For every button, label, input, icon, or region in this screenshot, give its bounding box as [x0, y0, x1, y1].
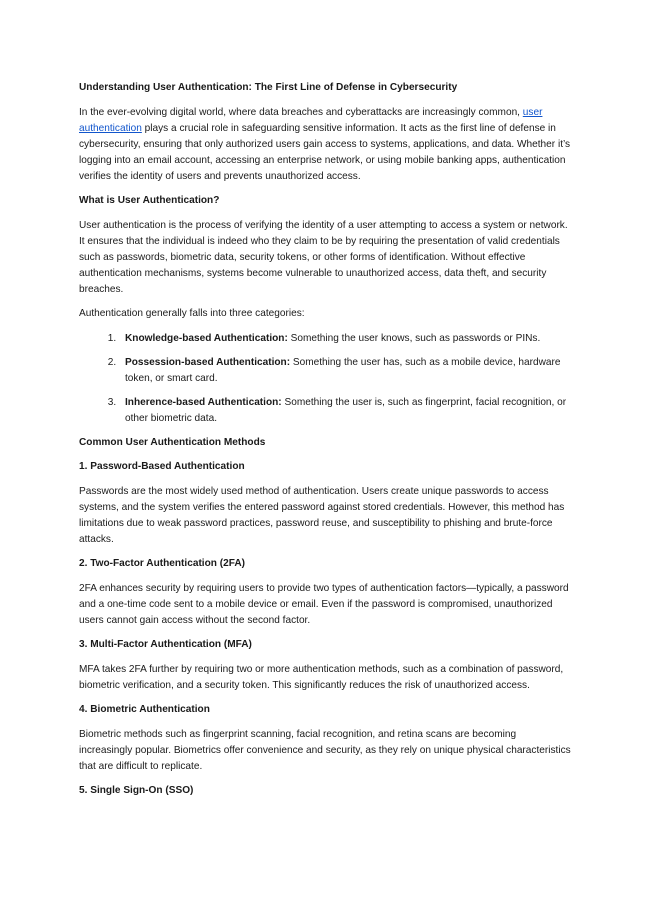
method-title: 5. Single Sign-On (SSO): [79, 785, 194, 796]
method-title: 1. Password-Based Authentication: [79, 461, 245, 472]
what-is-paragraph: User authentication is the process of verifying the identity of a user attempting to access a system or network. It ensures that the individual is indeed who they claim to be by requiring the presentation of valid credentials such as passwords, biometric data, security tokens, or other forms of identification. Without effective authentication mechanisms, systems become vulnerable to unauthorized access, data theft, and security breaches.: [79, 219, 568, 295]
category-desc: Something the user has, such as a mobile device, hardware token, or smart card.: [125, 356, 561, 384]
intro-paragraph: [79, 105, 572, 185]
intro-text-start: In the ever-evolving digital world, where data breaches and cyberattacks are increasingly common,: [79, 106, 523, 118]
category-term: Inherence-based Authentication:: [125, 396, 282, 408]
categories-list: [79, 331, 572, 427]
category-term: Knowledge-based Authentication:: [125, 332, 288, 344]
category-desc: Something the user knows, such as passwords or PINs.: [287, 332, 541, 344]
categories-intro: Authentication generally falls into three categories:: [79, 308, 305, 319]
category-desc: Something the user is, such as fingerprint, facial recognition, or other biometric data.: [125, 396, 567, 424]
method-title: 4. Biometric Authentication: [79, 704, 210, 715]
what-is-heading: What is User Authentication?: [79, 195, 220, 206]
method-body: 2FA enhances security by requiring users to provide two types of authentication factors—typically, a password and a one-time code sent to a mobile device or email. Even if the password is compromised, unauthorized users cannot gain access without the second factor.: [79, 582, 569, 626]
user-authentication-link[interactable]: user authentication: [79, 106, 543, 134]
category-term: Possession-based Authentication:: [125, 356, 291, 368]
intro-text-end: plays a crucial role in safeguarding sensitive information. It acts as the first line of defense in cybersecurity, ensuring that only authorized users gain access to systems, applications, and data. Whether it’s logging into an email account, accessing an enterprise network, or using mobile banking apps, authentication verifies the identity of users and prevents unauthorized access.: [79, 122, 571, 182]
method-body: Passwords are the most widely used method of authentication. Users create unique passwords to access systems, and the system verifies the entered password against stored credentials. However, this method has limitations due to weak password practices, password reuse, and susceptibility to phishing and brute-force attacks.: [79, 485, 565, 545]
method-title: 2. Two-Factor Authentication (2FA): [79, 558, 245, 569]
document-title: Understanding User Authentication: The First Line of Defense in Cybersecurity: [79, 82, 458, 93]
method-body: Biometric methods such as fingerprint scanning, facial recognition, and retina scans are becoming increasingly popular. Biometrics offer convenience and security, as they rely on unique physical characteristics that are difficult to replicate.: [79, 728, 571, 772]
methods-heading: Common User Authentication Methods: [79, 436, 266, 448]
method-title: 3. Multi-Factor Authentication (MFA): [79, 639, 252, 650]
category-item: [119, 395, 572, 427]
category-item: [119, 331, 572, 347]
method-body: MFA takes 2FA further by requiring two or more authentication methods, such as a combination of password, biometric verification, and a security token. This significantly reduces the risk of unauthorized access.: [79, 663, 564, 691]
category-item: [119, 355, 572, 387]
